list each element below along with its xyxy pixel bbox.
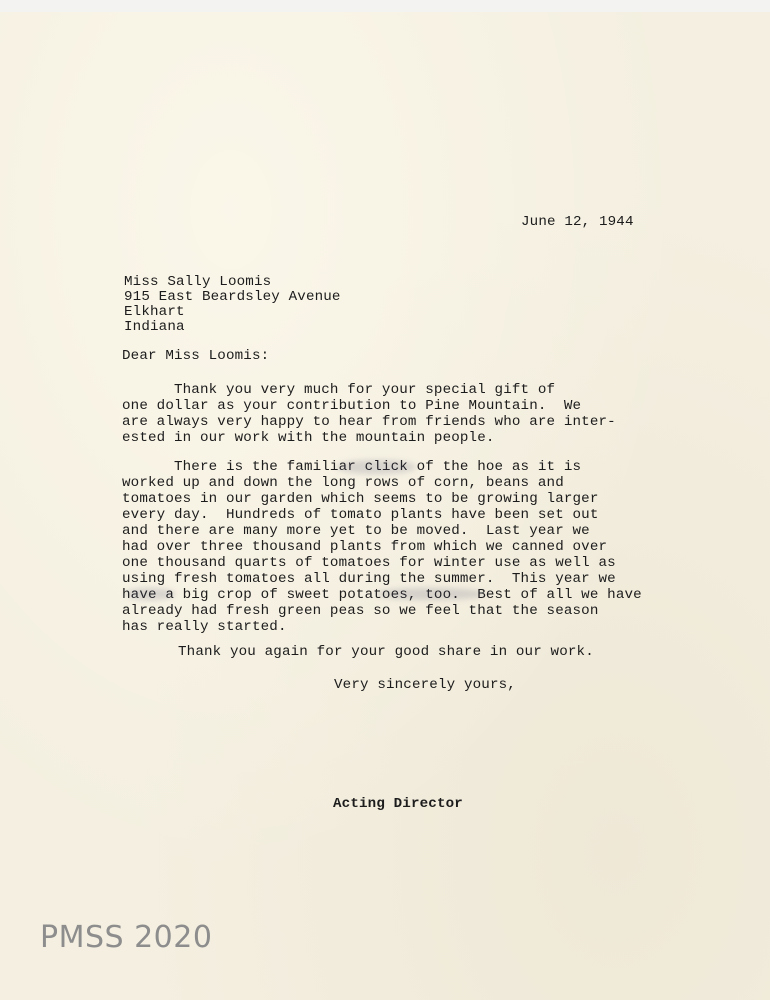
body-line: are always very happy to hear from friends who are inter-	[122, 414, 616, 430]
address-line: Indiana	[124, 319, 185, 335]
letter-date: June 12, 1944	[521, 214, 634, 230]
closing-line: Thank you again for your good share in our work.	[178, 644, 594, 660]
body-line: one dollar as your contribution to Pine Mountain. We	[122, 398, 582, 414]
body-line: worked up and down the long rows of corn, beans and	[122, 475, 564, 491]
address-line: Miss Sally Loomis	[124, 274, 272, 290]
body-line: have a big crop of sweet potatoes, too. Best of all we have	[122, 587, 642, 603]
body-line: Thank you very much for your special gift of	[122, 382, 556, 398]
letter-page	[0, 12, 770, 1000]
valediction: Very sincerely yours,	[334, 677, 516, 693]
ink-smudge	[336, 460, 416, 474]
address-line: 915 East Beardsley Avenue	[124, 289, 341, 305]
body-line: one thousand quarts of tomatoes for winter use as well as	[122, 555, 616, 571]
body-line: every day. Hundreds of tomato plants have been set out	[122, 507, 599, 523]
body-line: There is the familiar click of the hoe as it is	[122, 459, 582, 475]
body-line: has really started.	[122, 619, 287, 635]
ink-smudge	[125, 588, 175, 600]
archive-watermark: PMSS 2020	[40, 920, 213, 955]
body-line: using fresh tomatoes all during the summer. This year we	[122, 571, 616, 587]
body-line: had over three thousand plants from which we canned over	[122, 539, 608, 555]
signer-title: Acting Director	[333, 796, 463, 812]
body-line: ested in our work with the mountain people.	[122, 430, 495, 446]
salutation: Dear Miss Loomis:	[122, 348, 270, 364]
address-line: Elkhart	[124, 304, 185, 320]
body-line: already had fresh green peas so we feel that the season	[122, 603, 599, 619]
body-line: tomatoes in our garden which seems to be growing larger	[122, 491, 599, 507]
ink-smudge	[375, 588, 485, 600]
body-line: and there are many more yet to be moved. Last year we	[122, 523, 590, 539]
